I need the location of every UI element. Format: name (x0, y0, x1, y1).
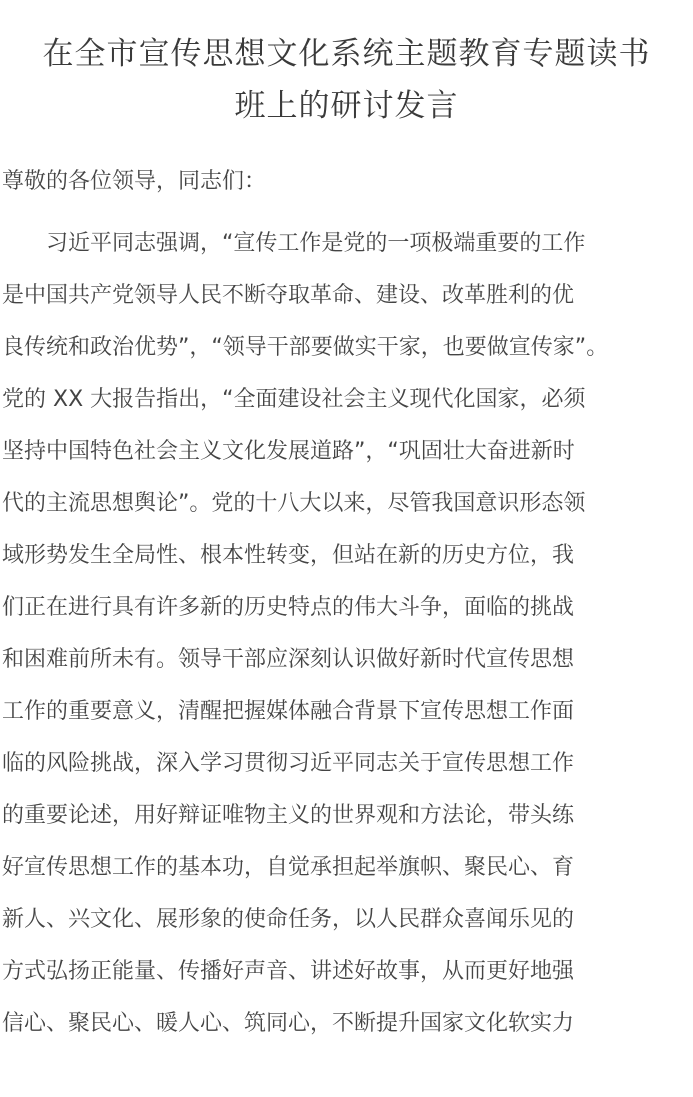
body-line: 是中国共产党领导人民不断夺取革命、建设、改革胜利的优 (2, 283, 575, 308)
body-line: 坚持中国特色社会主义文化发展道路”，“巩固壮大奋进新时 (2, 439, 575, 464)
body-line: 域形势发生全局性、根本性转变，但站在新的历史方位，我 (2, 543, 575, 568)
body-line: 工作的重要意义，清醒把握媒体融合背景下宣传思想工作面 (2, 699, 575, 724)
title-line-2: 班上的研讨发言 (234, 88, 459, 124)
body-paragraph (2, 218, 693, 1050)
body-line: 良传统和政治优势”，“领导干部要做实干家，也要做宣传家”。 (2, 335, 609, 360)
body-line: 们正在进行具有许多新的历史特点的伟大斗争，面临的挑战 (2, 595, 575, 620)
body-line: 的重要论述，用好辩证唯物主义的世界观和方法论，带头练 (2, 803, 575, 828)
body-line: 好宣传思想工作的基本功，自觉承担起举旗帜、聚民心、育 (2, 855, 575, 880)
body-line: 党的 XX 大报告指出，“全面建设社会主义现代化国家，必须 (2, 387, 586, 412)
body-line: 临的风险挑战，深入学习贯彻习近平同志关于宣传思想工作 (2, 751, 575, 776)
body-line: 习近平同志强调，“宣传工作是党的一项极端重要的工作 (2, 231, 586, 256)
body-line: 和困难前所未有。领导干部应深刻认识做好新时代宣传思想 (2, 647, 575, 672)
body-line: 方式弘扬正能量、传播好声音、讲述好故事，从而更好地强 (2, 959, 575, 984)
document-title (0, 28, 693, 132)
body-line: 代的主流思想舆论”。党的十八大以来，尽管我国意识形态领 (2, 491, 586, 516)
body-line: 信心、聚民心、暖人心、筑同心，不断提升国家文化软实力 (2, 1011, 575, 1036)
title-line-1: 在全市宣传思想文化系统主题教育专题读书 (42, 36, 651, 72)
body-line: 新人、兴文化、展形象的使命任务，以人民群众喜闻乐见的 (2, 907, 575, 932)
salutation: 尊敬的各位领导，同志们： (2, 169, 267, 194)
